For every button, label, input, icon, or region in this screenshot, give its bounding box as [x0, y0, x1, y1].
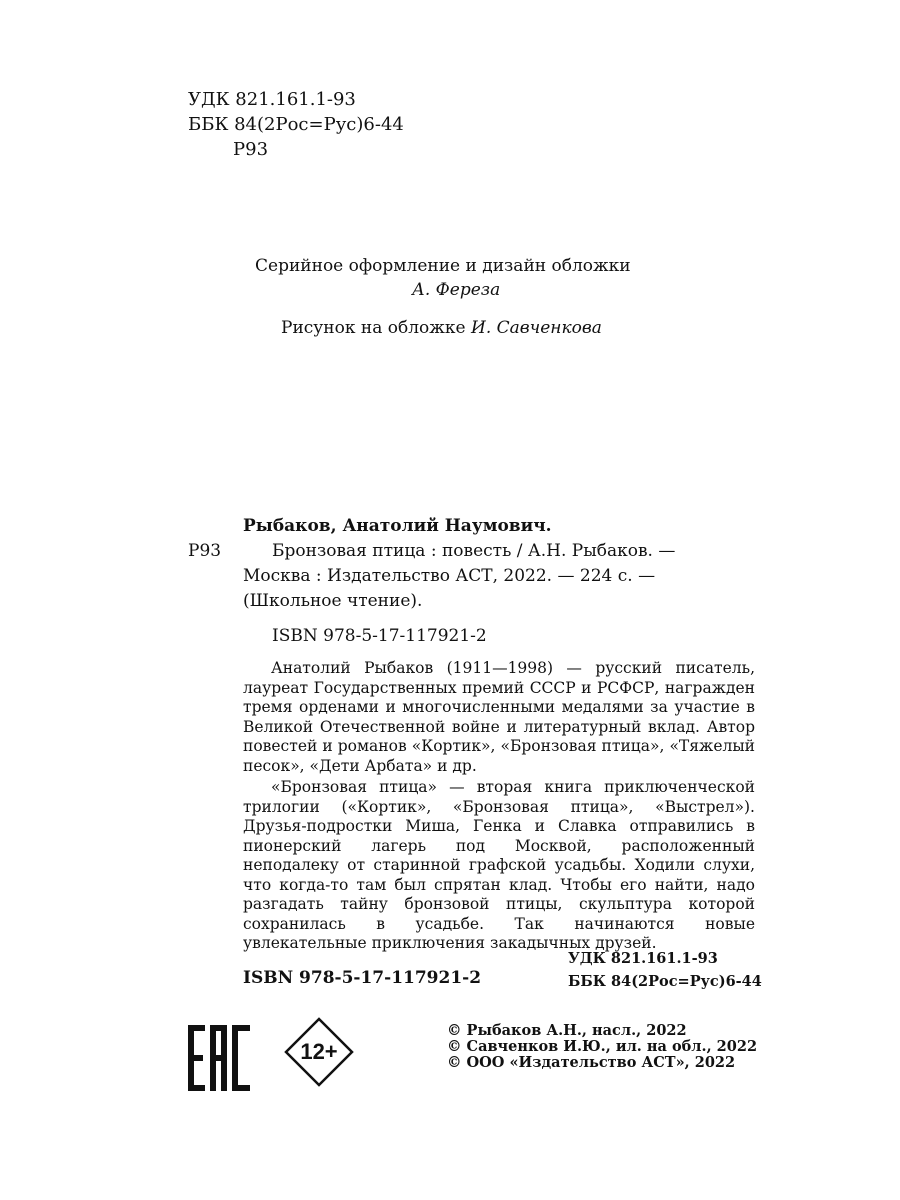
cover-art-prefix: Рисунок на обложке: [281, 318, 466, 338]
footer-isbn: ISBN 978-5-17-117921-2: [243, 968, 482, 988]
cover-art-credit: [281, 318, 602, 338]
udk-code: УДК 821.161.1-93: [188, 89, 356, 110]
age-rating-text: 12+: [300, 1039, 338, 1064]
copyright-line-2: © Савченков И.Ю., ил. на обл., 2022: [447, 1038, 758, 1055]
age-rating-badge: [284, 1017, 354, 1087]
author-heading-text: Рыбаков, Анатолий Наумович: [243, 516, 546, 536]
author-heading: Рыбаков, Анатолий Наумович.: [243, 516, 552, 536]
series-designer-name: А. Фереза: [412, 280, 501, 300]
footer-bbk: ББК 84(2Рос=Рус)6-44: [568, 973, 762, 990]
eac-mark-icon: [188, 1025, 250, 1091]
catalog-author-mark: Р93: [188, 541, 222, 561]
annotation-paragraph-1: Анатолий Рыбаков (1911—1998) — русский писатель, лауреат Государственных премий СССР и РСФСР, награжден тремя орденами и многочисленными медалями за участие в Великой Отечественной войне и литературный вклад. Автор повестей и романов «Кортик», «Бронзовая птица», «Тяжелый песок», «Дети Арбата» и др.: [243, 659, 755, 775]
author-mark: Р93: [233, 139, 269, 160]
cover-artist-name: И. Савченкова: [471, 318, 602, 338]
footer-udk: УДК 821.161.1-93: [568, 950, 718, 967]
catalog-title-line-2: Москва : Издательство АСТ, 2022. — 224 с. —: [243, 566, 656, 586]
copyright-line-1: © Рыбаков А.Н., насл., 2022: [447, 1022, 687, 1039]
series-design-credit: Серийное оформление и дизайн обложки: [255, 256, 631, 276]
copyright-line-3: © ООО «Издательство АСТ», 2022: [447, 1054, 736, 1071]
annotation: [243, 659, 755, 954]
bbk-code: ББК 84(2Рос=Рус)6-44: [188, 114, 404, 135]
catalog-title-line-3: (Школьное чтение).: [243, 591, 423, 611]
catalog-isbn: ISBN 978-5-17-117921-2: [272, 626, 487, 646]
annotation-paragraph-2: «Бронзовая птица» — вторая книга приключенческой трилогии («Кортик», «Бронзовая птица», «Выстрел»). Друзья-подростки Миша, Генка и Славка отправились в пионерский лагерь под Москвой, расположенный неподалеку от старинной графской усадьбы. Ходили слухи, что когда-то там был спрятан клад. Чтобы его найти, надо разгадать тайну бронзовой птицы, скульптура которой сохранилась в усадьбе. Так начинаются новые увлекательные приключения закадычных друзей.: [243, 778, 755, 952]
catalog-title-line-1: Бронзовая птица : повесть / А.Н. Рыбаков. —: [272, 541, 676, 561]
